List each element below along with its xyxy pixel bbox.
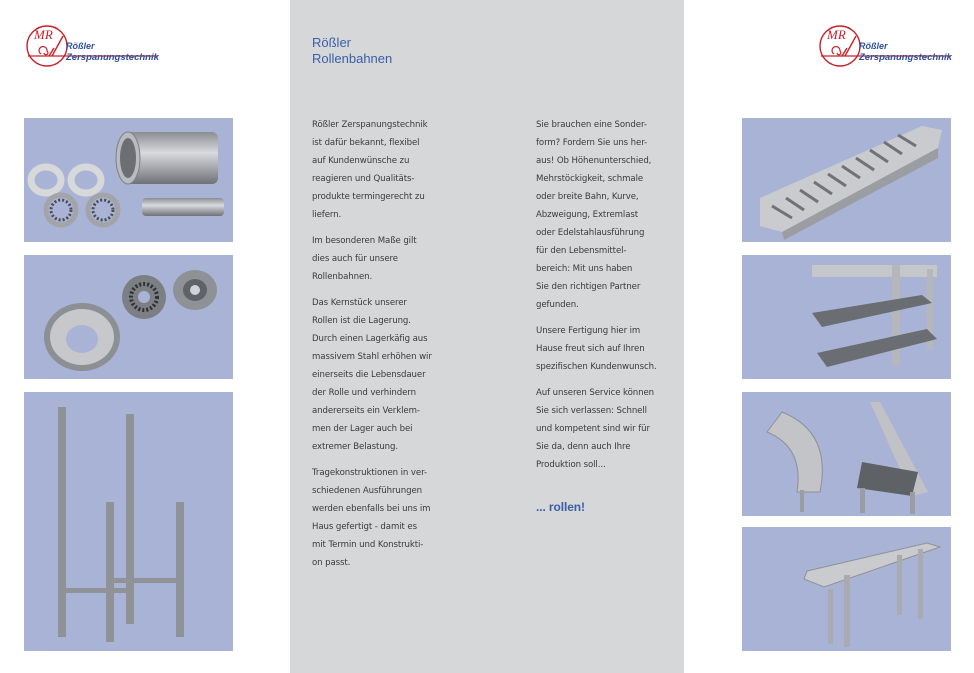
curved-conveyors-image [742,392,951,516]
photo-curved-conveyors [742,392,951,516]
conveyor-stand-image [742,527,951,651]
closing-slogan: ... rollen! [536,500,585,514]
paragraph: Das Kernstück unserer Rollen ist die Lagerung. Durch einen Lagerkäfig aus massivem Stahl erhöhen wir einerseits die Lebensdauer der Rolle und verhindern andererseits ein Verklem- men der Lager auch bei extremer Belastung. [312,298,432,452]
text-column-1 [312,116,472,580]
paragraph: Tragekonstruktionen in ver- schiedenen Ausführungen werden ebenfalls bei uns im Haus gefertigt - damit es mit Termin und Konstrukti- on passt. [312,468,431,568]
right-panel [684,0,974,673]
logo-mark-icon [818,22,958,72]
paragraph: Rößler Zerspanungstechnik ist dafür bekannt, flexibel auf Kundenwünsche zu reagieren und Qualitäts- produkte termingerecht zu liefern. [312,120,428,220]
company-logo [25,22,165,72]
logo-brand-subtitle: Zerspanungstechnik [66,52,159,63]
title-line-2: Rollenbahnen [312,51,393,66]
paragraph: Sie brauchen eine Sonder- form? Fordern Sie uns her- aus! Ob Höhenunterschied, Mehrstöckigkeit, schmale oder breite Bahn, Kurve, Abzweigung, Extremlast oder Edelstahlausführung für den Lebensmittel- bereich: Mit uns haben Sie den richtigen Partner gefunden. [536,120,652,310]
straight-conveyor-image [742,118,951,242]
photo-bearing-pulleys [24,255,233,379]
multilevel-conveyor-image [742,255,951,379]
photo-multilevel-conveyor [742,255,951,379]
brochure-title [312,35,392,67]
photo-roller-parts [24,118,233,242]
paragraph: Im besonderen Maße gilt dies auch für unsere Rollenbahnen. [312,236,417,282]
paragraph: Auf unseren Service können Sie sich verlassen: Schnell und kompetent sind wir für Sie da, denn auch Ihre Produktion soll... [536,388,654,470]
bearing-pulleys-image [24,255,233,379]
photo-support-frame [24,392,233,651]
logo-brand-name: Rößler [66,41,95,51]
roller-parts-image [24,118,233,242]
middle-text-panel [290,0,684,673]
title-line-1: Rößler [312,35,352,50]
left-panel [0,0,290,673]
support-frame-image [24,392,233,651]
paragraph: Unsere Fertigung hier im Hause freut sich auf Ihren spezifischen Kundenwunsch. [536,326,657,372]
photo-conveyor-with-stand [742,527,951,651]
photo-straight-conveyor [742,118,951,242]
logo-mark-icon [25,22,165,72]
company-logo [818,22,958,72]
text-column-2 [536,116,696,524]
logo-brand-subtitle: Zerspanungstechnik [859,52,952,63]
logo-brand-name: Rößler [859,41,888,51]
svg-text:MR: MR [827,27,846,42]
svg-text:MR: MR [34,27,53,42]
